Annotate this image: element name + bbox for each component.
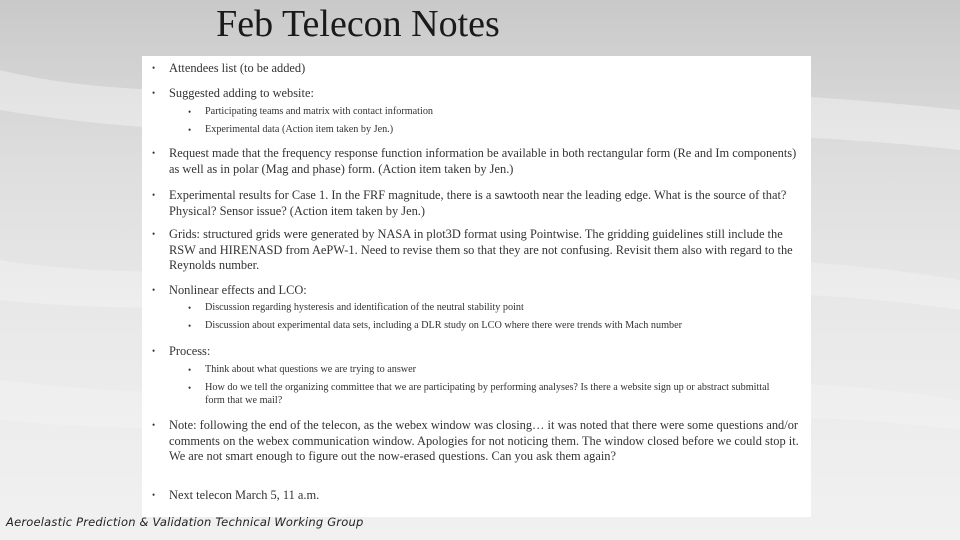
note-item	[152, 227, 802, 274]
note-item-text: Note: following the end of the telecon, as the webex window was closing… it was noted that there were some questions and/or comments on the webex communication window. Apologies for not noticing them. The window closed before we could stop it. We are not smart enough to figure out the now-erased questions. Can you ask them again?	[169, 418, 799, 463]
note-item	[152, 344, 802, 360]
note-subitem	[188, 302, 788, 315]
bullet-icon: •	[188, 321, 192, 331]
note-item	[152, 188, 802, 219]
note-item-text: Attendees list (to be added)	[169, 61, 306, 75]
note-subitem-text: Think about what questions we are trying to answer	[205, 364, 417, 375]
bullet-icon: •	[152, 63, 156, 73]
bullet-icon: •	[152, 346, 156, 356]
note-item	[152, 418, 802, 465]
note-item-text: Request made that the frequency response function information be available in both rectangular form (Re and Im components) as well as in polar (Mag and phase) form. (Action item taken by Jen.)	[169, 146, 797, 176]
bullet-icon: •	[152, 420, 156, 430]
notes-panel	[142, 56, 811, 517]
note-item	[152, 86, 802, 102]
note-item-text: Suggested adding to website:	[169, 86, 314, 100]
bullet-icon: •	[152, 190, 156, 200]
note-subitem-text: Experimental data (Action item taken by Jen.)	[205, 124, 394, 135]
note-subitem-text: Discussion about experimental data sets, including a DLR study on LCO where there were trends with Mach number	[205, 320, 682, 331]
note-subitem-text: Discussion regarding hysteresis and identification of the neutral stability point	[205, 302, 524, 313]
note-subitem	[188, 106, 788, 119]
note-item-text: Process:	[169, 344, 211, 358]
note-item-text: Next telecon March 5, 11 a.m.	[169, 488, 320, 502]
bullet-icon: •	[188, 107, 192, 117]
note-item-text: Grids: structured grids were generated by NASA in plot3D format using Pointwise. The gridding guidelines still include the RSW and HIRENASD from AePW-1. Need to revise them so that they are not confusing. Revisit them also with regard to the Reynolds number.	[169, 227, 793, 272]
note-item-text: Nonlinear effects and LCO:	[169, 283, 307, 297]
note-subitem-text: Participating teams and matrix with contact information	[205, 106, 434, 117]
bullet-icon: •	[188, 383, 192, 393]
bullet-icon: •	[188, 303, 192, 313]
bullet-icon: •	[152, 148, 156, 158]
bullet-icon: •	[188, 125, 192, 135]
note-item	[152, 283, 802, 299]
note-subitem	[188, 320, 788, 333]
bullet-icon: •	[152, 490, 156, 500]
bullet-icon: •	[152, 285, 156, 295]
bullet-icon: •	[152, 88, 156, 98]
bullet-icon: •	[188, 365, 192, 375]
note-item	[152, 146, 802, 177]
note-subitem-text: How do we tell the organizing committee that we are participating by performing analyses? Is there a website sign up or abstract submittal form that we mail?	[205, 382, 770, 406]
note-item	[152, 488, 802, 504]
note-item-text: Experimental results for Case 1. In the FRF magnitude, there is a sawtooth near the leading edge. What is the source of that? Physical? Sensor issue? (Action item taken by Jen.)	[169, 188, 787, 218]
footer-text: Aeroelastic Prediction & Validation Technical Working Group	[6, 515, 364, 529]
note-subitem	[188, 364, 788, 377]
note-item	[152, 61, 802, 77]
bullet-icon: •	[152, 229, 156, 239]
note-subitem	[188, 382, 788, 407]
slide-title: Feb Telecon Notes	[216, 3, 500, 45]
note-subitem	[188, 124, 788, 137]
